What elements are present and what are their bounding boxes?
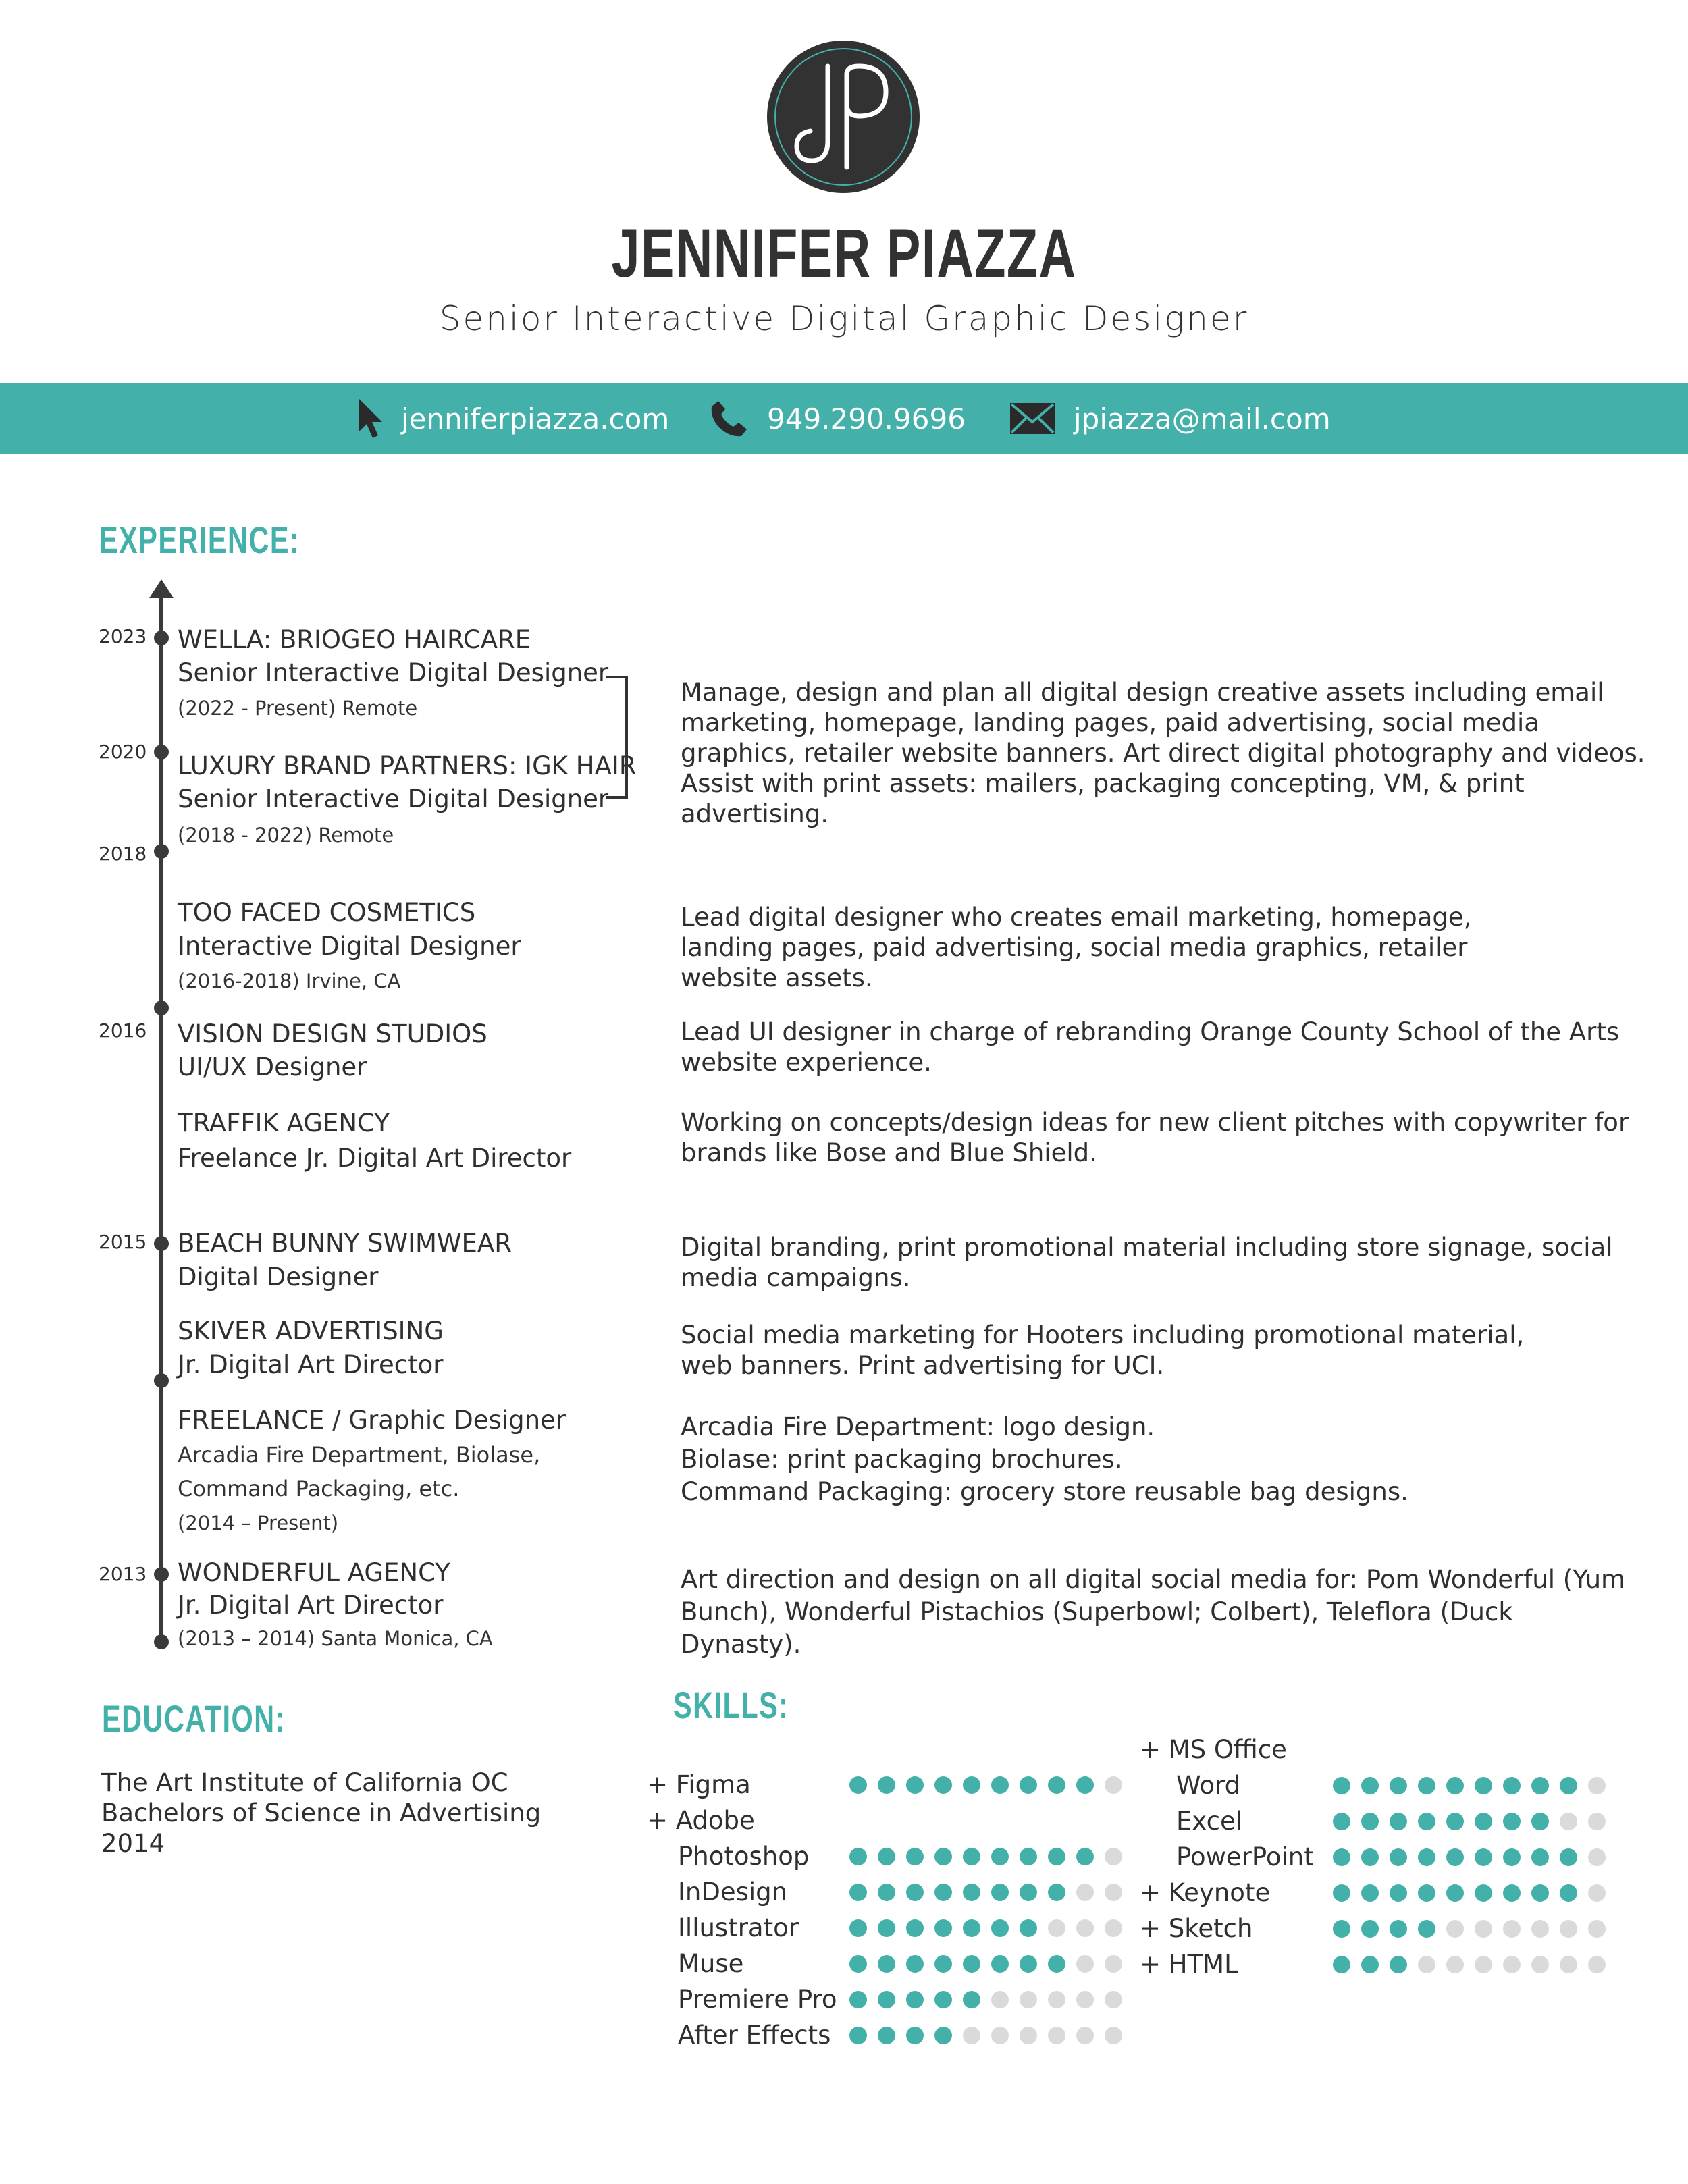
job-meta: (2022 - Present) Remote <box>178 697 418 720</box>
rating-dot-filled <box>1076 1776 1094 1794</box>
rating-dot-filled <box>1020 1848 1037 1865</box>
job-meta: (2013 – 2014) Santa Monica, CA <box>178 1627 493 1650</box>
job-meta: (2014 – Present) <box>178 1512 339 1535</box>
rating-dot-empty <box>1560 1920 1577 1938</box>
rating-dot-filled <box>1418 1813 1435 1830</box>
rating-dot-empty <box>1531 1956 1549 1973</box>
rating-dot-empty <box>1588 1920 1606 1938</box>
skill-label: PowerPoint <box>1176 1842 1314 1871</box>
rating-dot-filled <box>1333 1777 1350 1794</box>
rating-dot-filled <box>1446 1884 1464 1902</box>
skill-label: + HTML <box>1140 1950 1238 1979</box>
year-label: 2016 <box>99 1019 147 1042</box>
skill-label: + Keynote <box>1140 1878 1271 1907</box>
rating-dot-filled <box>991 1955 1009 1973</box>
job-description: Lead digital designer who creates email marketing, homepage, landing pages, paid advertising, social media graphics, retailer website assets. <box>681 903 1472 992</box>
rating-dot-filled <box>1560 1848 1577 1866</box>
rating-dot-filled <box>1446 1777 1464 1794</box>
rating-dot-filled <box>906 1991 924 2008</box>
rating-dot-filled <box>906 1776 924 1794</box>
year-label: 2023 <box>99 625 147 647</box>
job-title: Digital Designer <box>178 1262 379 1291</box>
skill-label: Premiere Pro <box>678 1985 837 2014</box>
education-school: The Art Institute of California OC <box>101 1768 508 1797</box>
rating-dot-empty <box>1076 1919 1094 1937</box>
job-description: Biolase: print packaging brochures. <box>681 1445 1123 1474</box>
job-company: VISION DESIGN STUDIOS <box>178 1019 487 1048</box>
rating-dot-empty <box>1076 2027 1094 2044</box>
rating-dot-filled <box>1531 1884 1549 1902</box>
skill-rating <box>849 1884 1133 1901</box>
rating-dot-filled <box>963 1884 980 1901</box>
rating-dot-filled <box>906 1884 924 1901</box>
rating-dot-filled <box>849 1776 867 1794</box>
rating-dot-empty <box>1588 1884 1606 1902</box>
rating-dot-filled <box>991 1919 1009 1937</box>
skill-rating <box>849 1919 1133 1937</box>
rating-dot-filled <box>934 2027 952 2044</box>
year-label: 2018 <box>99 843 147 865</box>
monogram-logo <box>766 39 921 194</box>
rating-dot-empty <box>1105 1919 1122 1937</box>
skill-label: + MS Office <box>1140 1735 1287 1764</box>
rating-dot-filled <box>1531 1777 1549 1794</box>
skill-label: Excel <box>1176 1807 1243 1836</box>
rating-dot-filled <box>963 1991 980 2008</box>
year-label: 2015 <box>99 1231 147 1253</box>
rating-dot-filled <box>1048 1955 1065 1973</box>
rating-dot-filled <box>991 1776 1009 1794</box>
rating-dot-filled <box>1020 1884 1037 1901</box>
rating-dot-filled <box>963 1955 980 1973</box>
job-description: Arcadia Fire Department: logo design. <box>681 1412 1155 1441</box>
rating-dot-filled <box>1020 1919 1037 1937</box>
job-title: Interactive Digital Designer <box>178 932 521 961</box>
timeline-dot <box>154 1373 169 1388</box>
job-meta: (2016-2018) Irvine, CA <box>178 969 401 992</box>
rating-dot-filled <box>934 1955 952 1973</box>
rating-dot-empty <box>1446 1956 1464 1973</box>
skill-label: After Effects <box>678 2021 831 2050</box>
skill-label: Photoshop <box>678 1842 810 1871</box>
rating-dot-empty <box>1560 1813 1577 1830</box>
skill-rating <box>1333 1813 1616 1830</box>
rating-dot-filled <box>1020 1776 1037 1794</box>
job-title: Jr. Digital Art Director <box>178 1350 444 1379</box>
rating-dot-filled <box>1560 1884 1577 1902</box>
education-heading: EDUCATION: <box>102 1697 286 1740</box>
rating-dot-empty <box>1048 2027 1065 2044</box>
job-company: TOO FACED COSMETICS <box>178 898 476 927</box>
rating-dot-filled <box>1560 1777 1577 1794</box>
rating-dot-filled <box>1475 1884 1492 1902</box>
rating-dot-filled <box>1361 1920 1379 1938</box>
rating-dot-filled <box>1333 1884 1350 1902</box>
rating-dot-filled <box>849 1955 867 1973</box>
rating-dot-filled <box>1048 1848 1065 1865</box>
job-description: Lead UI designer in charge of rebranding Orange County School of the Arts website experience. <box>681 1017 1620 1077</box>
website-link[interactable] <box>357 383 669 454</box>
candidate-name: JENNIFER PIAZZA <box>611 215 1077 292</box>
rating-dot-empty <box>991 1991 1009 2008</box>
rating-dot-filled <box>991 1848 1009 1865</box>
timeline-dot <box>154 1236 169 1251</box>
rating-dot-filled <box>1503 1777 1521 1794</box>
rating-dot-filled <box>1020 1955 1037 1973</box>
rating-dot-filled <box>934 1848 952 1865</box>
job-company: TRAFFIK AGENCY <box>178 1109 390 1138</box>
skill-rating <box>849 1848 1133 1865</box>
rating-dot-filled <box>849 1919 867 1937</box>
rating-dot-filled <box>906 1955 924 1973</box>
skill-label: Muse <box>678 1949 744 1978</box>
timeline-dot <box>154 844 169 859</box>
rating-dot-empty <box>963 2027 980 2044</box>
job-company: FREELANCE / Graphic Designer <box>178 1406 566 1435</box>
job-company: WONDERFUL AGENCY <box>178 1558 450 1587</box>
email-link[interactable] <box>1009 383 1331 454</box>
rating-dot-filled <box>906 1848 924 1865</box>
rating-dot-filled <box>849 1884 867 1901</box>
rating-dot-empty <box>1076 1991 1094 2008</box>
phone-icon <box>709 398 749 439</box>
rating-dot-filled <box>878 1884 895 1901</box>
rating-dot-empty <box>1446 1920 1464 1938</box>
skill-label: InDesign <box>678 1877 788 1907</box>
rating-dot-filled <box>1390 1920 1407 1938</box>
experience-heading: EXPERIENCE: <box>99 518 300 561</box>
rating-dot-filled <box>991 1884 1009 1901</box>
contact-bar <box>0 383 1688 454</box>
rating-dot-filled <box>1361 1848 1379 1866</box>
phone-link[interactable] <box>709 383 966 454</box>
skills-heading: SKILLS: <box>673 1684 789 1726</box>
rating-dot-empty <box>1105 2027 1122 2044</box>
education-year: 2014 <box>101 1829 165 1858</box>
rating-dot-filled <box>934 1776 952 1794</box>
rating-dot-empty <box>1503 1956 1521 1973</box>
shared-description-bracket <box>606 676 628 799</box>
rating-dot-empty <box>1105 1884 1122 1901</box>
job-title: Senior Interactive Digital Designer <box>178 784 609 814</box>
rating-dot-empty <box>1105 1991 1122 2008</box>
job-title: UI/UX Designer <box>178 1053 367 1082</box>
rating-dot-empty <box>1503 1920 1521 1938</box>
rating-dot-filled <box>963 1848 980 1865</box>
website-text: jenniferpiazza.com <box>401 402 670 435</box>
email-text: jpiazza@mail.com <box>1074 402 1331 435</box>
job-detail: Arcadia Fire Department, Biolase, <box>178 1442 541 1468</box>
rating-dot-filled <box>849 1848 867 1865</box>
candidate-title: Senior Interactive Digital Graphic Designer <box>439 299 1249 338</box>
rating-dot-filled <box>1333 1956 1350 1973</box>
rating-dot-empty <box>1020 1991 1037 2008</box>
rating-dot-filled <box>1390 1813 1407 1830</box>
job-description: Social media marketing for Hooters including promotional material, web banners. Print advertising for UCI. <box>681 1321 1525 1380</box>
rating-dot-empty <box>1418 1956 1435 1973</box>
rating-dot-filled <box>1333 1848 1350 1866</box>
rating-dot-filled <box>1446 1813 1464 1830</box>
rating-dot-filled <box>849 1991 867 2008</box>
job-description: Manage, design and plan all digital design creative assets including email marketing, homepage, landing pages, paid advertising, social media graphics, retailer website banners. Art direct digital photography and videos. Assist with print assets: mailers, packaging concepting, VM, & print advertising. <box>681 678 1645 828</box>
rating-dot-filled <box>1390 1884 1407 1902</box>
rating-dot-filled <box>878 1848 895 1865</box>
rating-dot-filled <box>1418 1884 1435 1902</box>
job-detail: Command Packaging, etc. <box>178 1476 460 1501</box>
job-company: LUXURY BRAND PARTNERS: IGK HAIR <box>178 751 637 780</box>
rating-dot-filled <box>849 2027 867 2044</box>
rating-dot-empty <box>1020 2027 1037 2044</box>
job-title: Senior Interactive Digital Designer <box>178 658 609 687</box>
rating-dot-filled <box>934 1991 952 2008</box>
rating-dot-empty <box>1105 1848 1122 1865</box>
rating-dot-filled <box>934 1884 952 1901</box>
skill-rating <box>1333 1884 1616 1902</box>
rating-dot-filled <box>1076 1848 1094 1865</box>
rating-dot-empty <box>1048 1991 1065 2008</box>
rating-dot-empty <box>1531 1920 1549 1938</box>
rating-dot-filled <box>1446 1848 1464 1866</box>
job-title: Jr. Digital Art Director <box>178 1591 444 1620</box>
rating-dot-filled <box>1361 1956 1379 1973</box>
skill-label: Illustrator <box>678 1913 799 1942</box>
job-title: Freelance Jr. Digital Art Director <box>178 1144 572 1173</box>
rating-dot-empty <box>1588 1956 1606 1973</box>
rating-dot-filled <box>906 1919 924 1937</box>
job-description: Digital branding, print promotional material including store signage, social media campaigns. <box>681 1233 1613 1292</box>
job-company: WELLA: BRIOGEO HAIRCARE <box>178 625 531 654</box>
rating-dot-filled <box>1418 1777 1435 1794</box>
rating-dot-filled <box>1531 1813 1549 1830</box>
job-company: BEACH BUNNY SWIMWEAR <box>178 1229 512 1258</box>
rating-dot-filled <box>1531 1848 1549 1866</box>
rating-dot-filled <box>1390 1848 1407 1866</box>
rating-dot-filled <box>1503 1848 1521 1866</box>
rating-dot-filled <box>1361 1884 1379 1902</box>
rating-dot-filled <box>1333 1813 1350 1830</box>
phone-text: 949.290.9696 <box>767 402 966 435</box>
skill-rating <box>849 1991 1133 2008</box>
rating-dot-filled <box>906 2027 924 2044</box>
rating-dot-filled <box>878 2027 895 2044</box>
rating-dot-empty <box>991 2027 1009 2044</box>
rating-dot-filled <box>1390 1956 1407 1973</box>
rating-dot-filled <box>1475 1848 1492 1866</box>
rating-dot-empty <box>1588 1777 1606 1794</box>
rating-dot-filled <box>1418 1848 1435 1866</box>
rating-dot-empty <box>1588 1848 1606 1866</box>
rating-dot-empty <box>1105 1955 1122 1973</box>
rating-dot-filled <box>878 1919 895 1937</box>
cursor-icon <box>357 398 384 440</box>
skill-label: + Sketch <box>1140 1914 1253 1943</box>
rating-dot-filled <box>1048 1776 1065 1794</box>
rating-dot-filled <box>1503 1884 1521 1902</box>
year-label: 2013 <box>99 1563 147 1585</box>
rating-dot-empty <box>1076 1955 1094 1973</box>
timeline-dot <box>154 1634 169 1649</box>
rating-dot-filled <box>878 1955 895 1973</box>
rating-dot-empty <box>1560 1956 1577 1973</box>
job-description: Command Packaging: grocery store reusable bag designs. <box>681 1477 1408 1506</box>
job-company: SKIVER ADVERTISING <box>178 1316 444 1346</box>
skill-rating <box>1333 1848 1616 1866</box>
skill-rating <box>1333 1920 1616 1938</box>
rating-dot-empty <box>1588 1813 1606 1830</box>
rating-dot-filled <box>878 1991 895 2008</box>
rating-dot-filled <box>878 1776 895 1794</box>
rating-dot-filled <box>1361 1777 1379 1794</box>
skill-rating <box>849 1955 1133 1973</box>
skill-label: + Adobe <box>647 1806 755 1835</box>
skill-rating <box>849 2027 1133 2044</box>
timeline-dot <box>154 1001 169 1015</box>
education-degree: Bachelors of Science in Advertising <box>101 1799 542 1828</box>
rating-dot-filled <box>963 1776 980 1794</box>
skill-rating <box>849 1776 1133 1794</box>
rating-dot-empty <box>1105 1776 1122 1794</box>
skill-label: Word <box>1176 1771 1241 1800</box>
rating-dot-filled <box>1475 1813 1492 1830</box>
timeline-dot <box>154 745 169 760</box>
rating-dot-filled <box>1048 1884 1065 1901</box>
skill-label: + Figma <box>647 1770 751 1799</box>
skill-rating <box>1333 1956 1616 1973</box>
timeline-dot <box>154 631 169 645</box>
rating-dot-filled <box>963 1919 980 1937</box>
timeline-dot <box>154 1567 169 1582</box>
skill-rating <box>1333 1777 1616 1794</box>
job-meta: (2018 - 2022) Remote <box>178 824 394 847</box>
rating-dot-filled <box>1475 1777 1492 1794</box>
rating-dot-empty <box>1048 1919 1065 1937</box>
rating-dot-filled <box>1390 1777 1407 1794</box>
year-label: 2020 <box>99 741 147 763</box>
rating-dot-filled <box>1361 1813 1379 1830</box>
rating-dot-filled <box>1418 1920 1435 1938</box>
rating-dot-filled <box>1503 1813 1521 1830</box>
envelope-icon <box>1009 402 1056 435</box>
job-description: Working on concepts/design ideas for new client pitches with copywriter for brands like Bose and Blue Shield. <box>681 1108 1629 1167</box>
rating-dot-filled <box>1333 1920 1350 1938</box>
rating-dot-filled <box>934 1919 952 1937</box>
rating-dot-empty <box>1475 1920 1492 1938</box>
rating-dot-empty <box>1076 1884 1094 1901</box>
job-description: Art direction and design on all digital social media for: Pom Wonderful (Yum Bunch), Wonderful Pistachios (Superbowl; Colbert), Teleflora (Duck Dynasty). <box>681 1565 1626 1659</box>
rating-dot-empty <box>1475 1956 1492 1973</box>
